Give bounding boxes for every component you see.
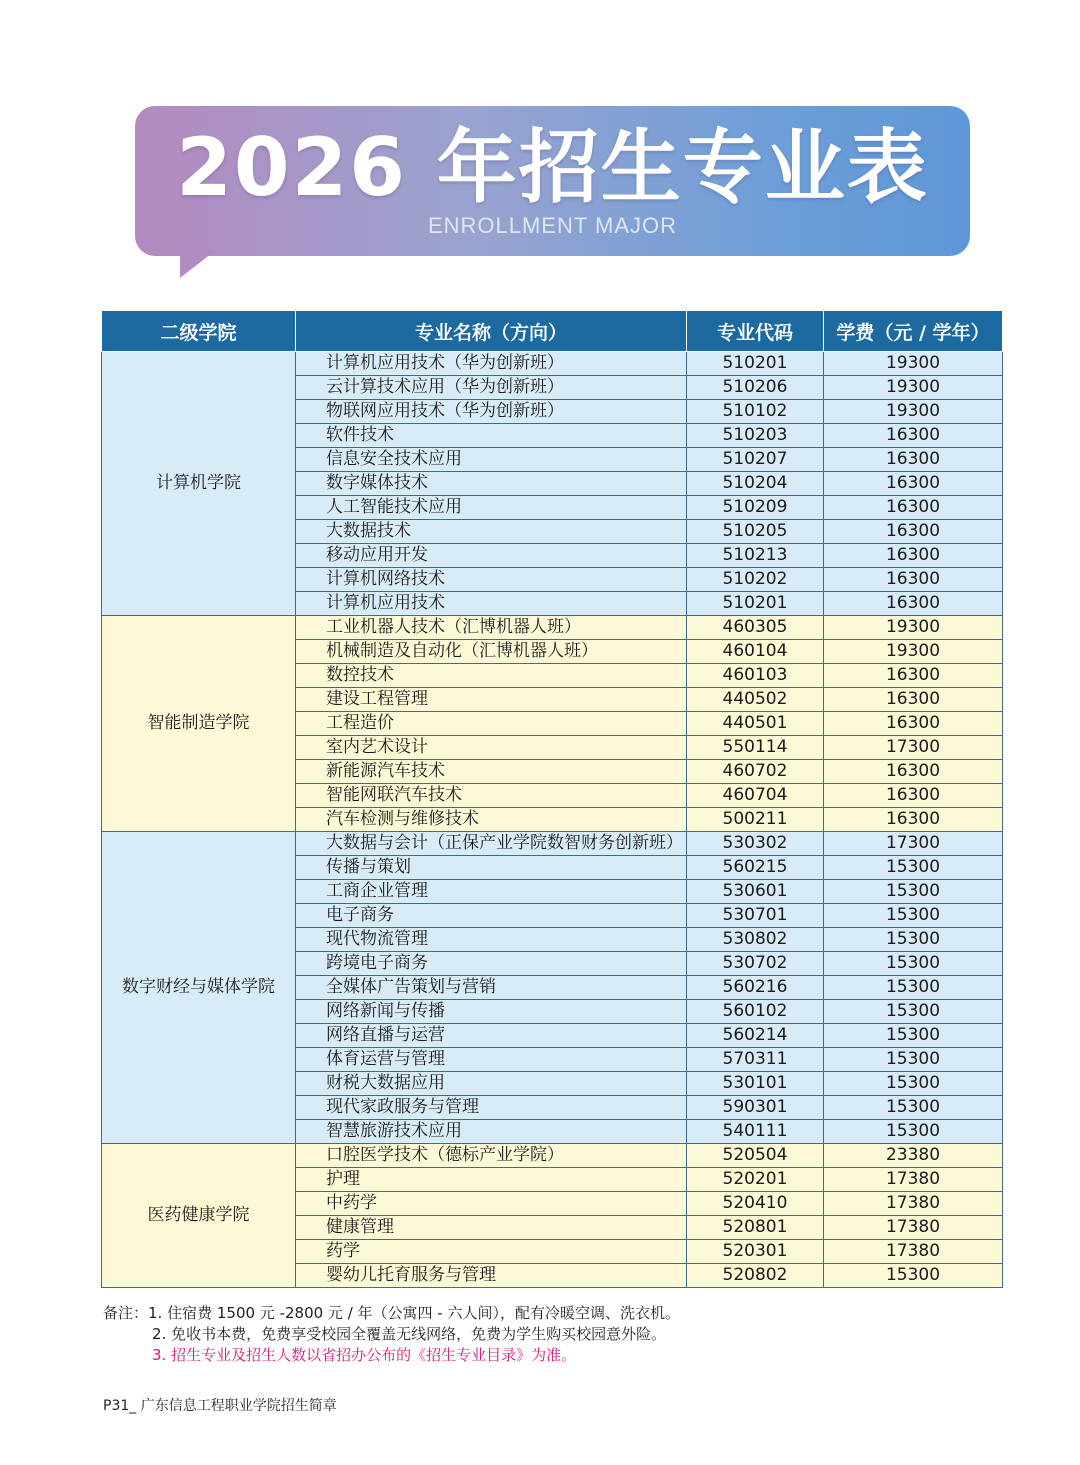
- major-code-cell: 530702: [687, 952, 824, 976]
- table-row: [102, 1144, 1003, 1168]
- note-line-2: 2. 免收书本费，免费享受校园全覆盖无线网络，免费为学生购买校园意外险。: [152, 1325, 667, 1343]
- tuition-cell: 16300: [824, 712, 1003, 736]
- tuition-cell: 16300: [824, 496, 1003, 520]
- major-code-cell: 560102: [687, 1000, 824, 1024]
- major-name-cell: 计算机应用技术: [296, 592, 687, 616]
- major-code-cell: 520201: [687, 1168, 824, 1192]
- major-code-cell: 520410: [687, 1192, 824, 1216]
- major-name-cell: 智能网联汽车技术: [296, 784, 687, 808]
- tuition-cell: 16300: [824, 784, 1003, 808]
- major-name-cell: 室内艺术设计: [296, 736, 687, 760]
- major-name-cell: 数控技术: [296, 664, 687, 688]
- major-code-cell: 460305: [687, 616, 824, 640]
- major-code-cell: 560214: [687, 1024, 824, 1048]
- major-name-cell: 体育运营与管理: [296, 1048, 687, 1072]
- major-code-cell: 510207: [687, 448, 824, 472]
- page-footer: P31_ 广东信息工程职业学院招生简章: [103, 1398, 337, 1414]
- major-code-cell: 520801: [687, 1216, 824, 1240]
- major-name-cell: 口腔医学技术（德标产业学院）: [296, 1144, 687, 1168]
- tuition-cell: 16300: [824, 688, 1003, 712]
- major-code-cell: 510102: [687, 400, 824, 424]
- tuition-cell: 15300: [824, 856, 1003, 880]
- table-row: [102, 352, 1003, 376]
- tuition-cell: 15300: [824, 976, 1003, 1000]
- major-code-cell: 440502: [687, 688, 824, 712]
- tuition-cell: 15300: [824, 1096, 1003, 1120]
- major-name-cell: 人工智能技术应用: [296, 496, 687, 520]
- major-code-cell: 440501: [687, 712, 824, 736]
- tuition-cell: 15300: [824, 1000, 1003, 1024]
- major-name-cell: 健康管理: [296, 1216, 687, 1240]
- tuition-cell: 17380: [824, 1216, 1003, 1240]
- tuition-cell: 15300: [824, 1024, 1003, 1048]
- tuition-cell: 16300: [824, 592, 1003, 616]
- major-code-cell: 510206: [687, 376, 824, 400]
- note-1-text: 1. 住宿费 1500 元 -2800 元 / 年（公寓四 - 六人间），配有冷暖空调、洗衣机。: [148, 1304, 680, 1322]
- tuition-cell: 19300: [824, 616, 1003, 640]
- major-name-cell: 建设工程管理: [296, 688, 687, 712]
- major-code-cell: 570311: [687, 1048, 824, 1072]
- tuition-cell: 15300: [824, 928, 1003, 952]
- tuition-cell: 16300: [824, 808, 1003, 832]
- major-name-cell: 物联网应用技术（华为创新班）: [296, 400, 687, 424]
- major-name-cell: 全媒体广告策划与营销: [296, 976, 687, 1000]
- major-name-cell: 工程造价: [296, 712, 687, 736]
- major-name-cell: 移动应用开发: [296, 544, 687, 568]
- major-name-cell: 现代物流管理: [296, 928, 687, 952]
- major-code-cell: 560215: [687, 856, 824, 880]
- tuition-cell: 17380: [824, 1240, 1003, 1264]
- table-body: [102, 352, 1003, 1288]
- major-code-cell: 510213: [687, 544, 824, 568]
- major-code-cell: 530601: [687, 880, 824, 904]
- tuition-cell: 17380: [824, 1168, 1003, 1192]
- college-cell: 数字财经与媒体学院: [102, 832, 296, 1144]
- major-name-cell: 数字媒体技术: [296, 472, 687, 496]
- major-code-cell: 510204: [687, 472, 824, 496]
- page-title: 2026 年招生专业表: [176, 121, 929, 214]
- enrollment-majors-table: [101, 310, 1003, 1288]
- tuition-cell: 16300: [824, 664, 1003, 688]
- tuition-cell: 16300: [824, 568, 1003, 592]
- major-code-cell: 510205: [687, 520, 824, 544]
- tuition-cell: 17300: [824, 832, 1003, 856]
- tuition-cell: 15300: [824, 1264, 1003, 1288]
- tuition-cell: 15300: [824, 1072, 1003, 1096]
- major-code-cell: 460702: [687, 760, 824, 784]
- major-code-cell: 530701: [687, 904, 824, 928]
- major-code-cell: 460104: [687, 640, 824, 664]
- major-name-cell: 工商企业管理: [296, 880, 687, 904]
- tuition-cell: 16300: [824, 472, 1003, 496]
- tuition-cell: 17300: [824, 736, 1003, 760]
- major-name-cell: 大数据技术: [296, 520, 687, 544]
- major-name-cell: 计算机应用技术（华为创新班）: [296, 352, 687, 376]
- tuition-cell: 16300: [824, 448, 1003, 472]
- header-major-name: 专业名称（方向）: [296, 311, 687, 352]
- major-name-cell: 药学: [296, 1240, 687, 1264]
- page-subtitle: ENROLLMENT MAJOR: [427, 213, 678, 238]
- major-name-cell: 传播与策划: [296, 856, 687, 880]
- major-name-cell: 网络直播与运营: [296, 1024, 687, 1048]
- tuition-cell: 17380: [824, 1192, 1003, 1216]
- table-header-row: [102, 311, 1003, 352]
- major-code-cell: 550114: [687, 736, 824, 760]
- major-code-cell: 510201: [687, 592, 824, 616]
- major-code-cell: 540111: [687, 1120, 824, 1144]
- tuition-cell: 15300: [824, 904, 1003, 928]
- major-name-cell: 财税大数据应用: [296, 1072, 687, 1096]
- tuition-cell: 15300: [824, 1048, 1003, 1072]
- major-name-cell: 信息安全技术应用: [296, 448, 687, 472]
- major-code-cell: 510209: [687, 496, 824, 520]
- major-name-cell: 跨境电子商务: [296, 952, 687, 976]
- header-tuition: 学费（元 / 学年）: [824, 311, 1003, 352]
- major-name-cell: 婴幼儿托育服务与管理: [296, 1264, 687, 1288]
- major-code-cell: 530802: [687, 928, 824, 952]
- notes: [103, 1303, 680, 1366]
- major-code-cell: 460103: [687, 664, 824, 688]
- major-name-cell: 智慧旅游技术应用: [296, 1120, 687, 1144]
- major-code-cell: 590301: [687, 1096, 824, 1120]
- tuition-cell: 19300: [824, 352, 1003, 376]
- major-code-cell: 560216: [687, 976, 824, 1000]
- major-code-cell: 510203: [687, 424, 824, 448]
- notes-label: 备注：: [103, 1304, 149, 1322]
- tuition-cell: 16300: [824, 424, 1003, 448]
- major-name-cell: 云计算技术应用（华为创新班）: [296, 376, 687, 400]
- banner-speech-tail: [180, 250, 216, 278]
- tuition-cell: 16300: [824, 520, 1003, 544]
- note-line-3: 3. 招生专业及招生人数以省招办公布的《招生专业目录》为准。: [152, 1346, 577, 1364]
- tuition-cell: 16300: [824, 760, 1003, 784]
- header-major-code: 专业代码: [687, 311, 824, 352]
- title-banner: [135, 106, 970, 256]
- table-row: [102, 616, 1003, 640]
- major-code-cell: 510202: [687, 568, 824, 592]
- tuition-cell: 19300: [824, 640, 1003, 664]
- major-name-cell: 机械制造及自动化（汇博机器人班）: [296, 640, 687, 664]
- tuition-cell: 19300: [824, 400, 1003, 424]
- major-name-cell: 网络新闻与传播: [296, 1000, 687, 1024]
- tuition-cell: 15300: [824, 880, 1003, 904]
- header-college: 二级学院: [102, 311, 296, 352]
- major-code-cell: 460704: [687, 784, 824, 808]
- college-cell: 智能制造学院: [102, 616, 296, 832]
- note-line-1: [103, 1303, 680, 1324]
- college-cell: 计算机学院: [102, 352, 296, 616]
- major-name-cell: 新能源汽车技术: [296, 760, 687, 784]
- tuition-cell: 23380: [824, 1144, 1003, 1168]
- tuition-cell: 15300: [824, 952, 1003, 976]
- major-code-cell: 520504: [687, 1144, 824, 1168]
- major-code-cell: 520802: [687, 1264, 824, 1288]
- college-cell: 医药健康学院: [102, 1144, 296, 1288]
- major-name-cell: 大数据与会计（正保产业学院数智财务创新班）: [296, 832, 687, 856]
- tuition-cell: 15300: [824, 1120, 1003, 1144]
- table-row: [102, 832, 1003, 856]
- major-code-cell: 520301: [687, 1240, 824, 1264]
- major-code-cell: 500211: [687, 808, 824, 832]
- major-name-cell: 工业机器人技术（汇博机器人班）: [296, 616, 687, 640]
- major-name-cell: 现代家政服务与管理: [296, 1096, 687, 1120]
- tuition-cell: 16300: [824, 544, 1003, 568]
- major-name-cell: 中药学: [296, 1192, 687, 1216]
- major-name-cell: 电子商务: [296, 904, 687, 928]
- major-name-cell: 软件技术: [296, 424, 687, 448]
- major-name-cell: 计算机网络技术: [296, 568, 687, 592]
- major-code-cell: 530302: [687, 832, 824, 856]
- major-name-cell: 护理: [296, 1168, 687, 1192]
- tuition-cell: 19300: [824, 376, 1003, 400]
- major-code-cell: 530101: [687, 1072, 824, 1096]
- major-code-cell: 510201: [687, 352, 824, 376]
- major-name-cell: 汽车检测与维修技术: [296, 808, 687, 832]
